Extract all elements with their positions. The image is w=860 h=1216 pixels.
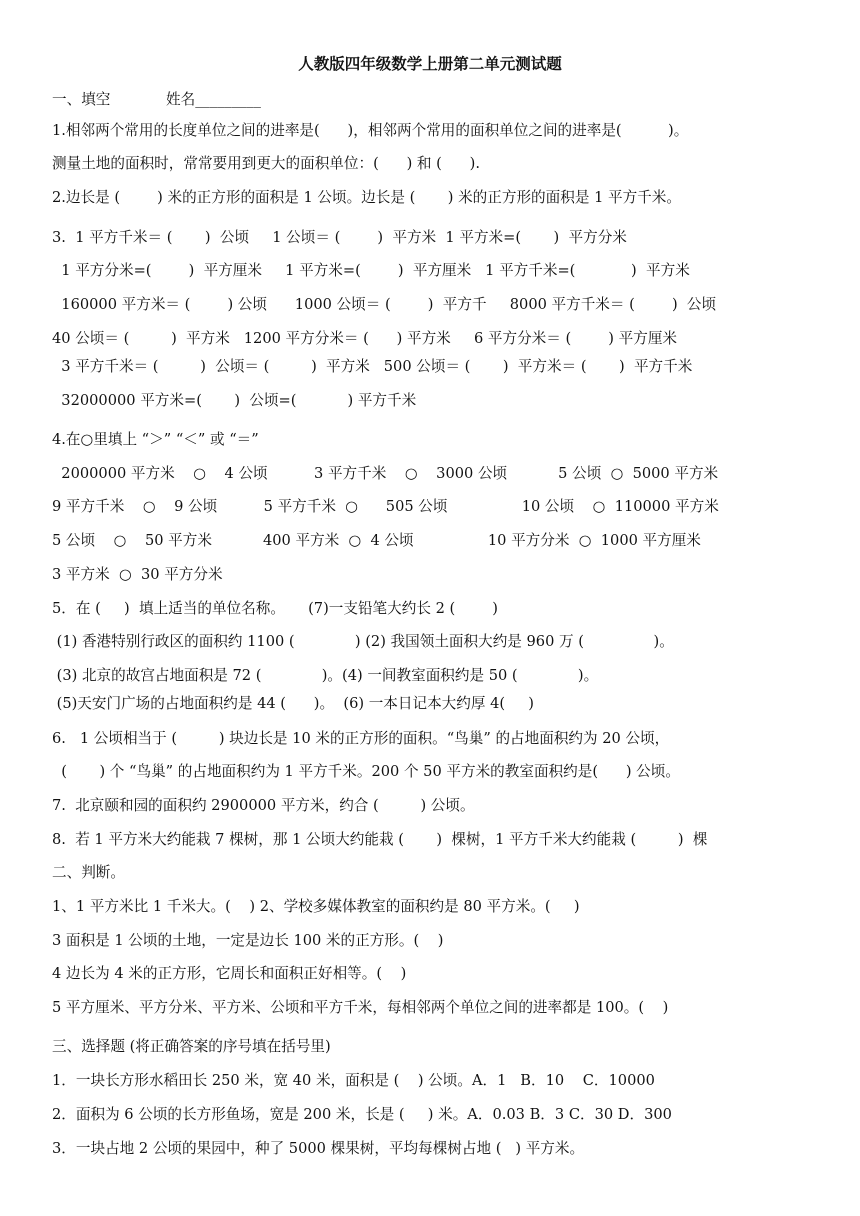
question-line: 40 公顷＝ ( ) 平方米 1200 平方分米＝ ( ) 平方米 6 平方分米＝ ( ) 平方厘米 — [52, 330, 678, 347]
section-choice-heading: 三、选择题 (将正确答案的序号填在括号里) — [52, 1038, 331, 1055]
page-title: 人教版四年级数学上册第二单元测试题 — [298, 54, 562, 73]
compare-row: 3 平方米 ○ 30 平方分米 — [52, 566, 223, 583]
question-line: 1 平方分米=( ) 平方厘米 1 平方米=( ) 平方厘米 1 平方千米=( ) 平方米 — [52, 262, 690, 279]
compare-row: 2000000 平方米 ○ 4 公顷 3 平方千米 ○ 3000 公顷 5 公顷 ○ 5000 平方米 — [52, 465, 719, 482]
question-line: 5．在 ( ) 填上适当的单位名称。 (7)一支铅笔大约长 2 ( ) — [52, 600, 498, 617]
question-line: 6. 1 公顷相当于 ( ) 块边长是 10 米的正方形的面积。“鸟巢” 的占地面积约为 20 公顷， — [52, 730, 670, 747]
question-line: 3．一块占地 2 公顷的果园中，种了 5000 棵果树，平均每棵树占地 ( ) 平方米。 — [52, 1140, 585, 1157]
question-line: 1．一块长方形水稻田长 250 米，宽 40 米，面积是 ( ) 公顷。A．1 B．10 C．10000 — [52, 1072, 655, 1089]
question-line: 3 面积是 1 公顷的土地，一定是边长 100 米的正方形。( ) — [52, 932, 444, 949]
compare-row: 5 公顷 ○ 50 平方米 400 平方米 ○ 4 公顷 10 平方分米 ○ 1000 平方厘米 — [52, 532, 701, 549]
question-line: 2．面积为 6 公顷的长方形鱼场，宽是 200 米，长是 ( ) 米。A．0.03 B．3 C．30 D．300 — [52, 1106, 672, 1123]
question-line: 8. 若 1 平方米大约能栽 7 棵树，那 1 公顷大约能栽 ( ) 棵树，1 平方千米大约能栽 ( ) 棵 — [52, 831, 708, 848]
question-line: 测量土地的面积时，常常要用到更大的面积单位：( ) 和 ( ). — [52, 155, 481, 172]
question-line: 32000000 平方米=( ) 公顷=( ) 平方千米 — [52, 392, 417, 409]
question-line: 4.在○里填上 “＞” “＜” 或 “＝” — [52, 431, 259, 448]
question-line: 7. 北京颐和园的面积约 2900000 平方米，约合 ( ) 公顷。 — [52, 797, 475, 814]
question-line: 160000 平方米＝ ( ) 公顷 1000 公顷＝ ( ) 平方千 8000 平方千米＝ ( ) 公顷 — [52, 296, 717, 313]
question-line: (3) 北京的故宫占地面积是 72 ( )。(4) 一间教室面积约是 50 ( )。 — [52, 667, 599, 684]
question-line: 5 平方厘米、平方分米、平方米、公顷和平方千米，每相邻两个单位之间的进率都是 100。( ) — [52, 999, 669, 1016]
question-line: (1) 香港特别行政区的面积约 1100 ( ) (2) 我国领土面积大约是 960 万 ( )。 — [52, 633, 674, 650]
question-line: 2.边长是 ( ) 米的正方形的面积是 1 公顷。边长是 ( ) 米的正方形的面积是 1 平方千米。 — [52, 189, 681, 206]
question-line: 1.相邻两个常用的长度单位之间的进率是( )，相邻两个常用的面积单位之间的进率是( )。 — [52, 122, 689, 139]
section-fill-in-heading: 一、填空 姓名_________ — [52, 91, 261, 108]
section-judgement-heading: 二、判断。 — [52, 864, 125, 881]
compare-row: 9 平方千米 ○ 9 公顷 5 平方千米 ○ 505 公顷 10 公顷 ○ 110000 平方米 — [52, 498, 719, 515]
question-line: (5)天安门广场的占地面积约是 44 ( )。 (6) 一本日记本大约厚 4( ) — [52, 695, 534, 712]
question-line: 4 边长为 4 米的正方形，它周长和面积正好相等。( ) — [52, 965, 407, 982]
question-line: 3. 1 平方千米＝ ( ) 公顷 1 公顷＝ ( ) 平方米 1 平方米=( ) 平方分米 — [52, 229, 627, 246]
question-line: 3 平方千米＝ ( ) 公顷＝ ( ) 平方米 500 公顷＝ ( ) 平方米＝ ( ) 平方千米 — [52, 358, 693, 375]
question-line: 1、1 平方米比 1 千米大。( ) 2、学校多媒体教室的面积约是 80 平方米。( ) — [52, 898, 580, 915]
question-line: ( ) 个 “鸟巢” 的占地面积约为 1 平方千米。200 个 50 平方米的教室面积约是( ) 公顷。 — [52, 763, 680, 780]
